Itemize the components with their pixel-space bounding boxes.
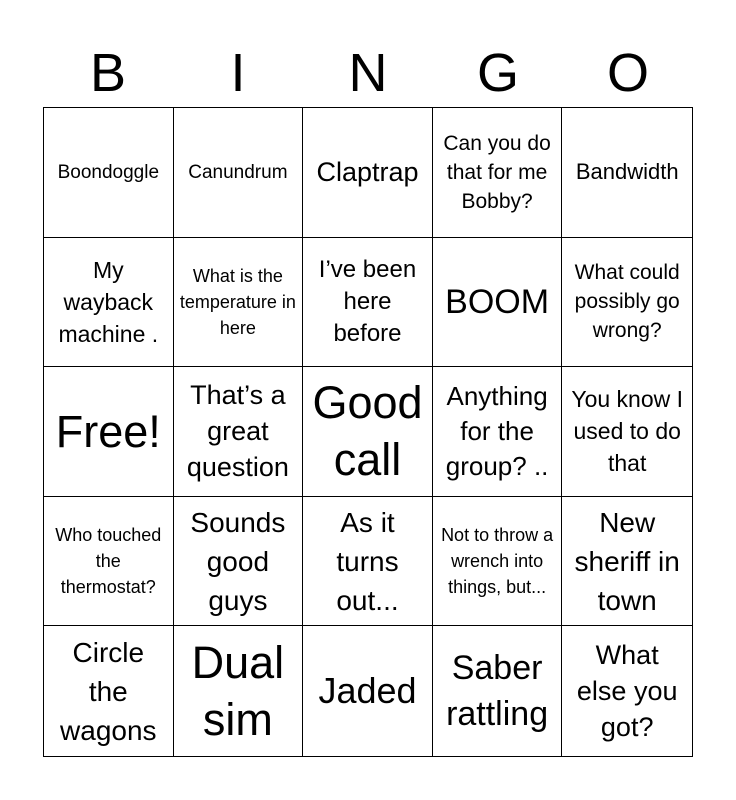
cell-text: Dual sim [191,637,285,746]
cell-text: Sounds good guys [190,506,286,616]
bingo-cell[interactable] [44,108,174,238]
header-letter-i: I [230,43,246,103]
bingo-cell[interactable] [562,108,692,238]
cell-text: I’ve been here before [318,255,417,347]
bingo-cell[interactable] [174,626,304,756]
bingo-cell[interactable] [562,367,692,497]
header-letter-o: O [606,43,649,103]
bingo-cell[interactable] [433,626,563,756]
bingo-cell[interactable] [44,626,174,756]
cell-text: Saber rattling [446,649,549,734]
bingo-cell[interactable] [44,497,174,627]
bingo-cell[interactable] [433,108,563,238]
cell-text: Canundrum [188,161,288,183]
cell-text: New sheriff in town [574,506,680,616]
cell-text: Anything for the group? .. [445,380,549,481]
bingo-cell[interactable] [562,497,692,627]
header-letter-g: G [476,43,519,103]
bingo-cell[interactable] [303,497,433,627]
bingo-cell[interactable] [303,238,433,368]
header-letter-b: B [89,43,127,103]
bingo-header [43,42,693,104]
cell-text: What is the temperature in here [179,265,296,338]
bingo-cell[interactable] [303,108,433,238]
cell-text: Boondoggle [57,161,160,183]
bingo-cell[interactable] [174,108,304,238]
cell-text: Jaded [318,670,417,712]
bingo-cell[interactable] [174,497,304,627]
bingo-cell[interactable] [303,626,433,756]
cell-text: Bandwidth [575,159,679,185]
bingo-cell[interactable] [44,367,174,497]
bingo-cell[interactable] [433,238,563,368]
bingo-cell[interactable] [303,367,433,497]
cell-text: Good call [312,377,423,486]
bingo-cell[interactable] [174,238,304,368]
cell-text: Free! [55,405,161,457]
cell-text: What else you got? [576,640,678,743]
cell-text: What could possibly go wrong? [574,261,680,343]
bingo-board [43,107,693,757]
bingo-cell[interactable] [433,497,563,627]
cell-text: That’s a great question [186,380,289,483]
bingo-cell[interactable] [562,238,692,368]
cell-text: BOOM [445,282,550,321]
cell-text: My wayback machine . [58,256,159,347]
cell-text: Can you do that for me Bobby? [443,131,551,213]
bingo-cell[interactable] [44,238,174,368]
header-letter-n: N [348,43,388,103]
cell-text: Who touched the thermostat? [55,525,162,598]
cell-text: Claptrap [316,157,419,188]
cell-text: You know I used to do that [571,386,684,477]
cell-text: Not to throw a wrench into things, but... [441,525,554,598]
cell-text: As it turns out... [336,506,399,616]
bingo-cell[interactable] [433,367,563,497]
bingo-cell[interactable] [174,367,304,497]
cell-text: Circle the wagons [60,636,157,746]
bingo-cell[interactable] [562,626,692,756]
